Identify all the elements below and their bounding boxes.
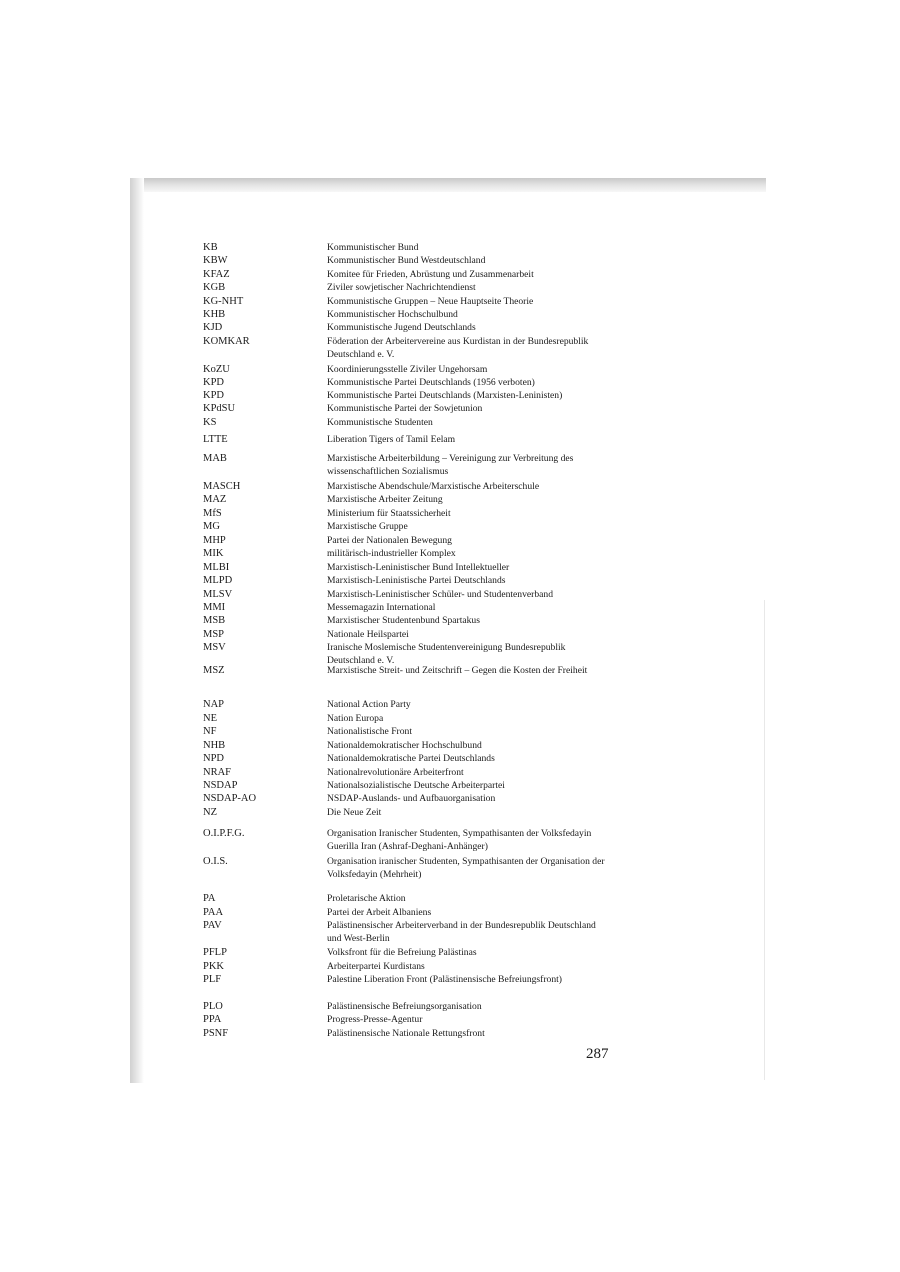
glossary-row — [0, 1027, 900, 1057]
abbreviation: KBW — [203, 255, 228, 266]
abbreviation: MSZ — [203, 665, 225, 676]
definition: militärisch-industrieller Komplex — [327, 548, 456, 559]
abbreviation: PAA — [203, 907, 224, 918]
definition: Marxistisch-Leninistischer Schüler- und Studentenverband — [327, 589, 554, 600]
definition: Kommunistische Partei Deutschlands (1956 verboten) — [327, 377, 535, 388]
glossary-row — [0, 919, 900, 949]
definition: Nationalrevolutionäre Arbeiterfront — [327, 767, 464, 778]
definition: Ziviler sowjetischer Nachrichtendienst — [327, 282, 476, 293]
abbreviation: KOMKAR — [203, 336, 250, 347]
abbreviation: NAP — [203, 699, 225, 710]
abbreviation: KG-NHT — [203, 296, 244, 307]
definition: Kommunistische Jugend Deutschlands — [327, 322, 476, 333]
definition: Palästinensischer Arbeiterverband in der Bundesrepublik Deutschland und West-Berlin — [327, 920, 596, 945]
abbreviation: KPdSU — [203, 403, 236, 414]
definition: Organisation iranischer Studenten, Sympathisanten der Organisation der Volksfedayin (Mehrheit) — [327, 856, 605, 881]
definition: Progress-Presse-Agentur — [327, 1014, 423, 1025]
abbreviation: PPA — [203, 1014, 222, 1025]
abbreviation: NZ — [203, 807, 217, 818]
abbreviation: O.I.S. — [203, 856, 228, 867]
glossary-row — [0, 827, 900, 857]
definition: Volksfront für die Befreiung Palästinas — [327, 947, 477, 958]
glossary-row — [0, 452, 900, 482]
definition: Kommunistischer Hochschulbund — [327, 309, 458, 320]
definition: Kommunistischer Bund Westdeutschland — [327, 255, 486, 266]
definition: Proletarische Aktion — [327, 893, 406, 904]
definition: Palästinensische Nationale Rettungsfront — [327, 1028, 485, 1039]
abbreviation: NSDAP-AO — [203, 793, 257, 804]
abbreviation: PFLP — [203, 947, 227, 958]
abbreviation: MIK — [203, 548, 224, 559]
definition: Nationalistische Front — [327, 726, 412, 737]
definition: Liberation Tigers of Tamil Eelam — [327, 434, 456, 445]
abbreviation: KFAZ — [203, 269, 230, 280]
abbreviation: PLF — [203, 974, 222, 985]
glossary-row — [0, 973, 900, 1003]
abbreviation: MG — [203, 521, 220, 532]
abbreviation: MAB — [203, 453, 227, 464]
abbreviation: MfS — [203, 508, 222, 519]
abbreviation: KPD — [203, 377, 225, 388]
definition: Kommunistische Gruppen – Neue Hauptseite Theorie — [327, 296, 534, 307]
definition: Palestine Liberation Front (Palästinensische Befreiungsfront) — [327, 974, 562, 985]
abbreviation: MMI — [203, 602, 226, 613]
glossary-row — [0, 335, 900, 365]
definition: Nation Europa — [327, 713, 384, 724]
definition: Die Neue Zeit — [327, 807, 382, 818]
abbreviation: NHB — [203, 740, 226, 751]
abbreviation: NRAF — [203, 767, 232, 778]
glossary-row — [0, 664, 900, 694]
abbreviation: MHP — [203, 535, 226, 546]
definition: Marxistische Abendschule/Marxistische Arbeiterschule — [327, 481, 540, 492]
definition: NSDAP-Auslands- und Aufbauorganisation — [327, 793, 496, 804]
definition: Partei der Arbeit Albaniens — [327, 907, 432, 918]
definition: Kommunistische Studenten — [327, 417, 433, 428]
abbreviation: NPD — [203, 753, 225, 764]
definition: National Action Party — [327, 699, 411, 710]
definition: Koordinierungsstelle Ziviler Ungehorsam — [327, 364, 488, 375]
definition: Marxistisch-Leninistischer Bund Intellektueller — [327, 562, 510, 573]
abbreviation: MSP — [203, 629, 225, 640]
definition: Komitee für Frieden, Abrüstung und Zusammenarbeit — [327, 269, 534, 280]
abbreviation: KB — [203, 242, 218, 253]
definition: Marxistische Streit- und Zeitschrift – Gegen die Kosten der Freiheit — [327, 665, 588, 676]
definition: Palästinensische Befreiungsorganisation — [327, 1001, 482, 1012]
definition: Nationaldemokratische Partei Deutschlands — [327, 753, 495, 764]
definition: Nationale Heilspartei — [327, 629, 409, 640]
definition: Marxistische Gruppe — [327, 521, 408, 532]
abbreviation: MASCH — [203, 481, 241, 492]
definition: Organisation Iranischer Studenten, Sympathisanten der Volksfedayin Guerilla Iran (Ashraf-Deghani-Anhänger) — [327, 828, 592, 853]
abbreviation: KPD — [203, 390, 225, 401]
abbreviation: NF — [203, 726, 217, 737]
definition: Ministerium für Staatssicherheit — [327, 508, 451, 519]
definition: Messemagazin International — [327, 602, 436, 613]
abbreviation: NE — [203, 713, 217, 724]
definition: Föderation der Arbeitervereine aus Kurdistan in der Bundesrepublik Deutschland e. V. — [327, 336, 589, 361]
abbreviation: KoZU — [203, 364, 230, 375]
abbreviation: KS — [203, 417, 217, 428]
abbreviation: MLBI — [203, 562, 230, 573]
abbreviation: NSDAP — [203, 780, 238, 791]
abbreviation: PA — [203, 893, 216, 904]
definition: Kommunistische Partei der Sowjetunion — [327, 403, 483, 414]
abbreviation: PSNF — [203, 1028, 229, 1039]
abbreviation: KJD — [203, 322, 223, 333]
abbreviation: MLSV — [203, 589, 233, 600]
abbreviation: LTTE — [203, 434, 228, 445]
definition: Arbeiterpartei Kurdistans — [327, 961, 425, 972]
definition: Iranische Moslemische Studentenvereinigung Bundesrepublik Deutschland e. V. — [327, 642, 566, 667]
abbreviation: O.I.P.F.G. — [203, 828, 245, 839]
definition: Marxistischer Studentenbund Spartakus — [327, 615, 480, 626]
definition: Kommunistische Partei Deutschlands (Marxisten-Leninisten) — [327, 390, 563, 401]
definition: Partei der Nationalen Bewegung — [327, 535, 452, 546]
abbreviation: MSB — [203, 615, 226, 626]
abbreviation: MLPD — [203, 575, 233, 586]
abbreviation: KGB — [203, 282, 226, 293]
abbreviation: MSV — [203, 642, 226, 653]
abbreviation: PLO — [203, 1001, 223, 1012]
page-number: 287 — [586, 1046, 609, 1062]
definition: Kommunistischer Bund — [327, 242, 419, 253]
abbreviation: MAZ — [203, 494, 227, 505]
abbreviation: KHB — [203, 309, 226, 320]
definition: Nationaldemokratischer Hochschulbund — [327, 740, 482, 751]
definition: Marxistisch-Leninistische Partei Deutschlands — [327, 575, 506, 586]
glossary-row — [0, 855, 900, 885]
definition: Nationalsozialistische Deutsche Arbeiterpartei — [327, 780, 505, 791]
abbreviation: PAV — [203, 920, 222, 931]
definition: Marxistische Arbeiterbildung – Vereinigung zur Verbreitung des wissenschaftlichen Sozialismus — [327, 453, 574, 478]
abbreviation: PKK — [203, 961, 225, 972]
definition: Marxistische Arbeiter Zeitung — [327, 494, 443, 505]
